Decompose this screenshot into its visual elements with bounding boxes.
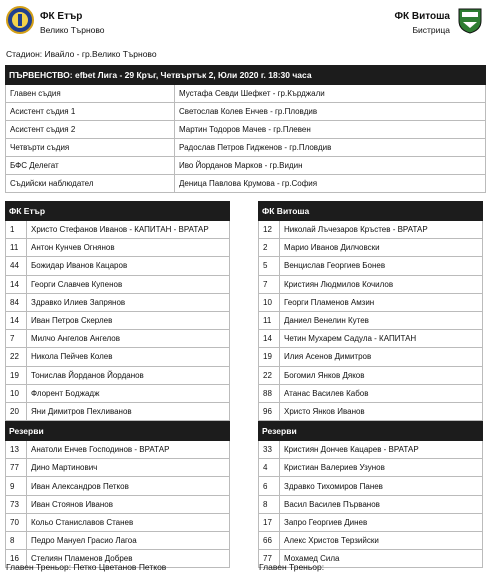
player-name[interactable]: Иван Стоянов Иванов (31, 499, 113, 509)
player-row[interactable] (258, 459, 483, 477)
player-name[interactable]: Мохамед Сила (284, 554, 340, 564)
player-row[interactable] (258, 221, 483, 239)
player-number: 4 (259, 459, 280, 476)
player-number: 22 (6, 348, 27, 365)
away-team-name[interactable]: ФК Витоша (394, 11, 450, 22)
match-header (0, 0, 492, 42)
player-row[interactable] (258, 532, 483, 550)
player-number: 5 (259, 257, 280, 274)
home-coach: Главен Треньор: Петко Цветанов Петков (6, 562, 167, 572)
player-row[interactable] (258, 330, 483, 348)
player-number: 7 (6, 330, 27, 347)
player-name[interactable]: Христо Янков Иванов (284, 406, 365, 416)
home-subs-title: Резерви (5, 421, 230, 441)
player-number: 12 (259, 221, 280, 238)
player-number: 96 (259, 403, 280, 420)
official-row: Главен съдия Мустафа Севди Шефкет - гр.Кърджали (5, 85, 486, 103)
away-team-city: Бистрица (412, 25, 450, 35)
player-name[interactable]: Иван Александров Петков (31, 481, 129, 491)
official-row: Съдийски наблюдател Деница Павлова Крумова - гр.София (5, 175, 486, 193)
player-name[interactable]: Богомил Янков Дяков (284, 370, 365, 380)
home-team-name[interactable]: ФК Етър (40, 11, 83, 22)
away-coach: Главен Треньор: (259, 562, 325, 572)
player-number: 7 (259, 276, 280, 293)
player-row[interactable] (258, 496, 483, 514)
home-team-city: Велико Търново (40, 25, 105, 35)
player-number: 33 (259, 441, 280, 458)
player-row[interactable] (5, 532, 230, 550)
player-row[interactable] (5, 221, 230, 239)
player-row[interactable] (258, 477, 483, 495)
official-row: Асистент съдия 2 Мартин Тодоров Мачев - гр.Плевен (5, 121, 486, 139)
player-row[interactable] (5, 239, 230, 257)
match-officials-table (5, 65, 486, 193)
player-number: 84 (6, 294, 27, 311)
player-row[interactable] (258, 239, 483, 257)
player-number: 13 (6, 441, 27, 458)
player-row[interactable] (5, 459, 230, 477)
away-subs-title: Резерви (258, 421, 483, 441)
player-number: 6 (259, 477, 280, 494)
player-row[interactable] (5, 403, 230, 421)
player-name[interactable]: Христо Стефанов Иванов - КАПИТАН - ВРАТАР (31, 225, 209, 235)
player-name[interactable]: Марио Иванов Дилчовски (284, 243, 380, 253)
player-name[interactable]: Илия Асенов Димитров (284, 352, 372, 362)
player-row[interactable] (5, 330, 230, 348)
player-name[interactable]: Запро Георгиев Динев (284, 517, 368, 527)
player-number: 77 (6, 459, 27, 476)
player-row[interactable] (5, 348, 230, 366)
player-number: 14 (259, 330, 280, 347)
player-name[interactable]: Стелиян Пламенов Добрев (31, 554, 133, 564)
player-name[interactable]: Иван Петров Скерлев (31, 316, 113, 326)
player-number: 19 (6, 367, 27, 384)
player-row[interactable] (5, 294, 230, 312)
player-number: 14 (6, 276, 27, 293)
player-number: 70 (6, 514, 27, 531)
player-number: 1 (6, 221, 27, 238)
player-number: 2 (259, 239, 280, 256)
player-row[interactable] (5, 257, 230, 275)
official-row: БФС Делегат Иво Йорданов Марков - гр.Видин (5, 157, 486, 175)
player-name[interactable]: Даниел Венелин Кутев (284, 316, 369, 326)
player-name[interactable]: Кристиян Людмилов Кочилов (284, 279, 394, 289)
player-name[interactable]: Георги Славчев Купенов (31, 279, 123, 289)
player-number: 20 (6, 403, 27, 420)
player-number: 17 (259, 514, 280, 531)
player-number: 10 (6, 385, 27, 402)
player-number: 11 (6, 239, 27, 256)
player-name[interactable]: Кристиян Дончев Кацарев - ВРАТАР (284, 445, 419, 455)
player-name[interactable]: Дино Мартинович (31, 463, 98, 473)
player-number: 9 (6, 477, 27, 494)
player-name[interactable]: Здравко Илиев Запрянов (31, 297, 126, 307)
player-row[interactable] (5, 514, 230, 532)
player-name[interactable]: Кристиан Валериев Узунов (284, 463, 385, 473)
player-name[interactable]: Педро Мануел Грасио Лагоа (31, 536, 137, 546)
away-lineup-title: ФК Витоша (258, 201, 483, 221)
player-row[interactable] (5, 276, 230, 294)
player-row[interactable] (5, 385, 230, 403)
player-name[interactable]: Васил Василев Първанов (284, 499, 380, 509)
player-number: 14 (6, 312, 27, 329)
player-name[interactable]: Кольо Станиславов Станев (31, 517, 134, 527)
player-name[interactable]: Здравко Тихомиров Панев (284, 481, 383, 491)
player-number: 66 (259, 532, 280, 549)
player-row[interactable] (5, 367, 230, 385)
player-row[interactable] (258, 367, 483, 385)
player-row[interactable] (258, 276, 483, 294)
player-row[interactable] (258, 403, 483, 421)
player-name[interactable]: Милчо Ангелов Ангелов (31, 334, 120, 344)
player-number: 73 (6, 496, 27, 513)
home-lineup (5, 201, 230, 568)
championship-title: ПЪРВЕНСТВО: efbet Лига - 29 Кръг, Четвъртък 2, Юли 2020 г. 18:30 часа (5, 65, 486, 85)
home-lineup-title: ФК Етър (5, 201, 230, 221)
player-number: 77 (259, 550, 280, 567)
home-team-logo (6, 6, 34, 34)
player-row[interactable] (5, 441, 230, 459)
official-row: Асистент съдия 1 Светослав Колев Енчев - гр.Пловдив (5, 103, 486, 121)
player-number: 10 (259, 294, 280, 311)
player-name[interactable]: Георги Пламенов Амзин (284, 297, 375, 307)
player-number: 8 (6, 532, 27, 549)
player-row[interactable] (258, 257, 483, 275)
player-name[interactable]: Никола Пейчев Колев (31, 352, 113, 362)
player-name[interactable]: Яни Димитров Пехливанов (31, 406, 132, 416)
player-row[interactable] (258, 348, 483, 366)
player-name[interactable]: Николай Лъчезаров Кръстев - ВРАТАР (284, 225, 428, 235)
player-row[interactable] (258, 294, 483, 312)
stadium-label: Стадион: Ивайло - гр.Велико Търново (6, 49, 157, 59)
player-name[interactable]: Атанас Василев Кабов (284, 388, 369, 398)
player-name[interactable]: Четин Мухарем Садула - КАПИТАН (284, 334, 417, 344)
player-name[interactable]: Венцислав Георгиев Бонев (284, 261, 386, 271)
away-lineup (258, 201, 483, 568)
player-row[interactable] (258, 514, 483, 532)
player-row[interactable] (258, 441, 483, 459)
away-team-logo (456, 6, 484, 34)
player-row[interactable] (258, 385, 483, 403)
player-name[interactable]: Алекс Христов Терзийски (284, 536, 379, 546)
player-name[interactable]: Божидар Иванов Кацаров (31, 261, 128, 271)
player-name[interactable]: Тонислав Йорданов Йорданов (31, 370, 144, 380)
player-number: 19 (259, 348, 280, 365)
player-row[interactable] (258, 312, 483, 330)
player-number: 22 (259, 367, 280, 384)
player-number: 88 (259, 385, 280, 402)
player-name[interactable]: Флорент Бoджадж (31, 388, 100, 398)
player-row[interactable] (5, 477, 230, 495)
player-number: 44 (6, 257, 27, 274)
player-number: 11 (259, 312, 280, 329)
official-row: Четвърти съдия Радослав Петров Гидженов - гр.Пловдив (5, 139, 486, 157)
player-row[interactable] (5, 312, 230, 330)
player-name[interactable]: Антон Кунчев Огнянов (31, 243, 115, 253)
player-number: 8 (259, 496, 280, 513)
player-name[interactable]: Анатоли Енчев Господинов - ВРАТАР (31, 445, 170, 455)
player-number: 16 (6, 550, 27, 567)
player-row[interactable] (5, 496, 230, 514)
